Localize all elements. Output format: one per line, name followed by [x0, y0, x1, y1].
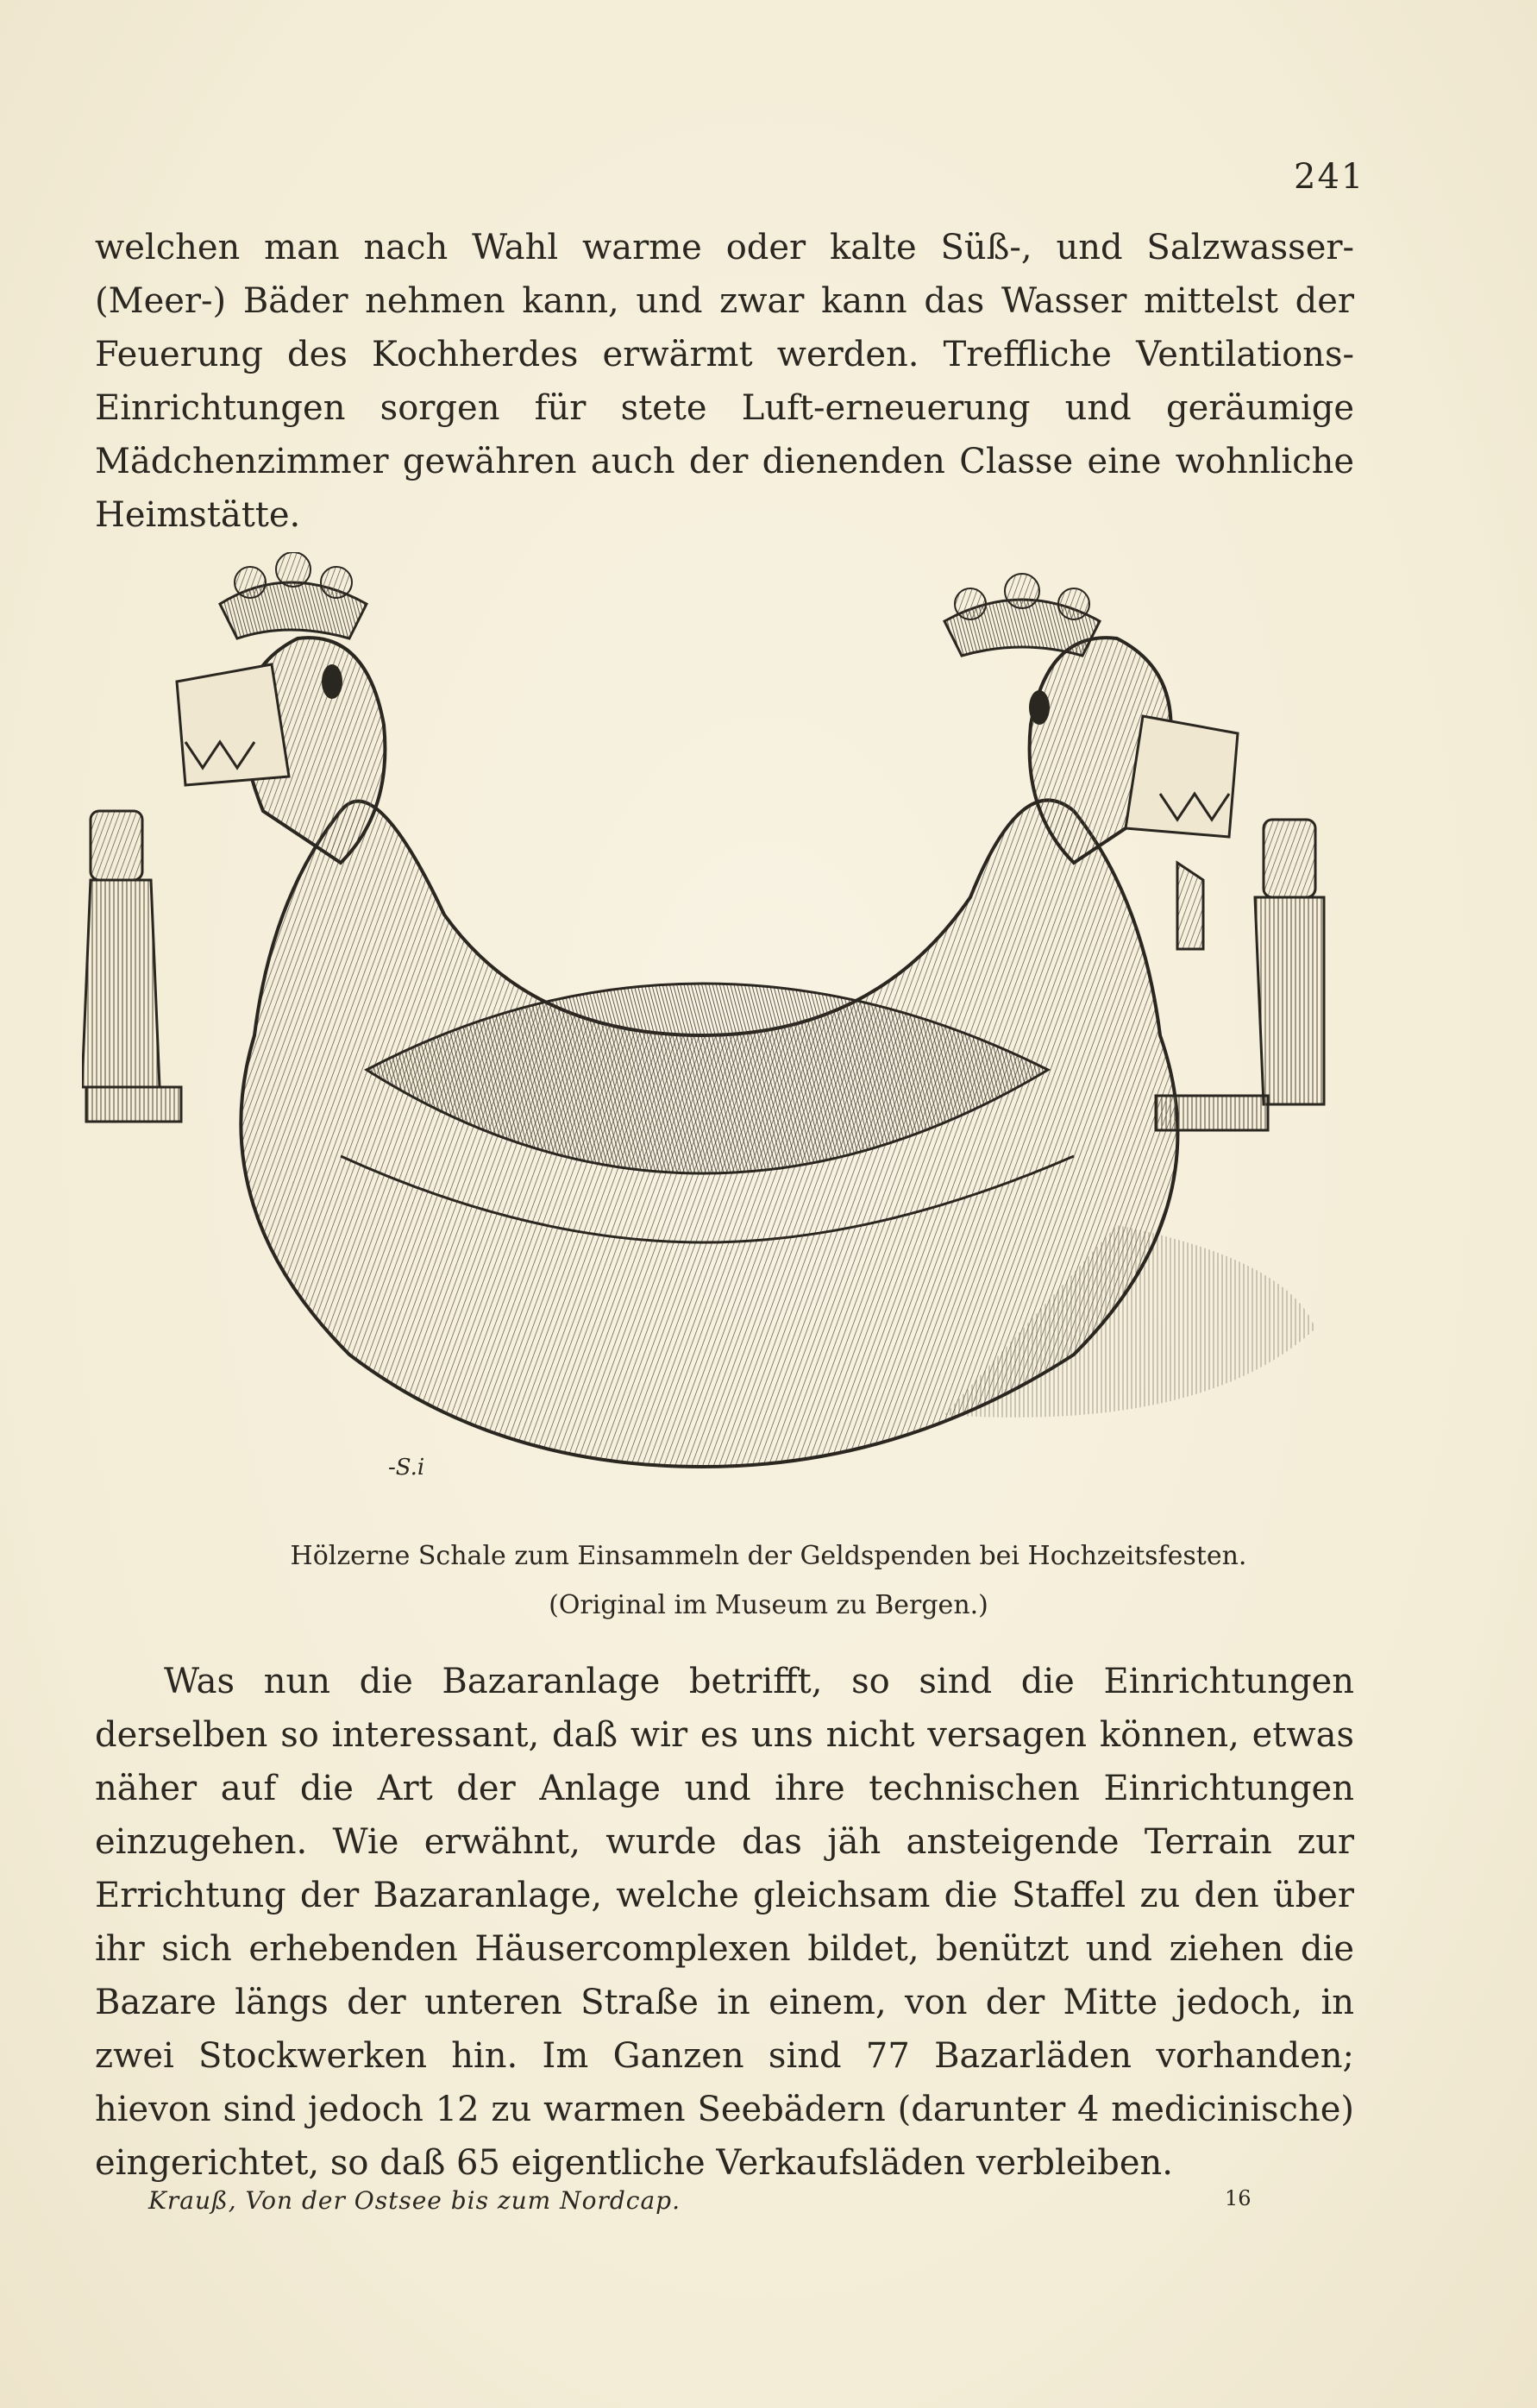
page-number: 241 [1294, 157, 1365, 197]
artist-mark: -S.i [388, 1455, 425, 1481]
wooden-bowl-illustration [82, 552, 1333, 1493]
paragraph-top: welchen man nach Wahl warme oder kalte Süß-, und Salzwasser- (Meer-) Bäder nehmen kann, und zwar kann das Wasser mittelst der Feuerung des Kochherdes erwärmt werden. Treffliche Ventilations-Einrichtungen sorgen für stete Luft-erneuerung und geräumige Mädchenzimmer gewähren auch der dienenden Classe eine wohnliche Heimstätte. [95, 228, 1354, 535]
figure-caption-source: (Original im Museum zu Bergen.) [549, 1590, 988, 1620]
figure-caption: Hölzerne Schale zum Einsammeln der Geldspenden bei Hochzeitsfesten. [290, 1541, 1247, 1571]
paragraph-bottom: Was nun die Bazaranlage betrifft, so sind die Einrichtungen derselben so interessant, daß wir es uns nicht versagen können, etwas näher auf die Art der Anlage und ihre technischen Einrichtungen einzugehen. Wie erwähnt, wurde das jäh ansteigende Terrain zur Errichtung der Bazaranlage, welche gleichsam die Staffel zu den über ihr sich erhebenden Häusercomplexen bildet, benützt und ziehen die Bazare längs der unteren Straße in einem, von der Mitte jedoch, in zwei Stockwerken hin. Im Ganzen sind 77 Bazarläden vorhanden; hievon sind jedoch 12 zu warmen Seebädern (darunter 4 medicinische) eingerichtet, so daß 65 eigentliche Verkaufsläden verbleiben. [95, 1662, 1354, 2183]
running-footer: Krauß, Von der Ostsee bis zum Nordcap. [148, 2186, 681, 2215]
signature-mark: 16 [1225, 2186, 1252, 2210]
